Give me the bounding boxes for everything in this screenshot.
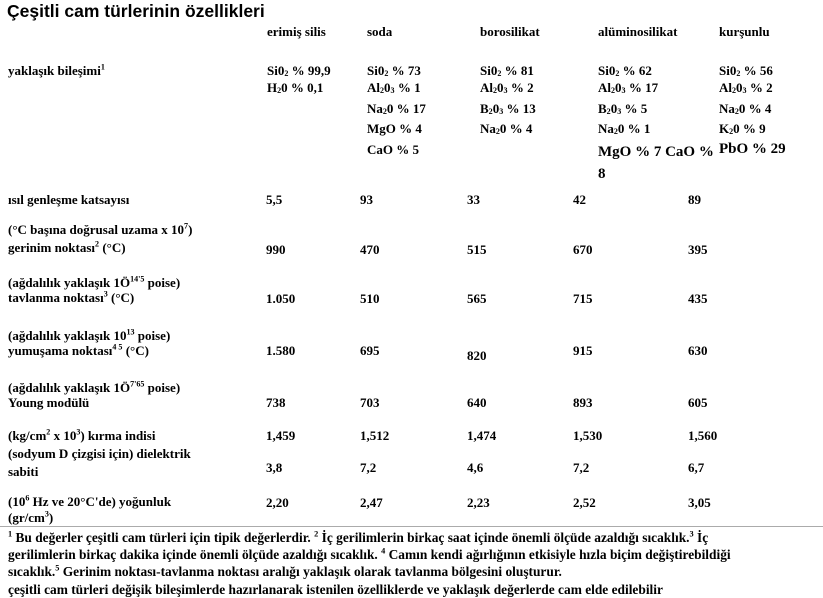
row-label-line: ($kg/cm^2$ x $10^3$) kırma indisi [8,427,156,443]
composition-line: $H_20$ % 0,1 [267,80,324,96]
composition-line: 8 [598,166,606,182]
row-label-composition: yaklaşık bileşimi$^1$ [8,62,105,78]
footnote-line: $^1$ Bu değerler çeşitli cam türleri için tipik değerlerdir. $^2$ İç gerilimlerin birkaç saat içinde önemli ölçüde azaldığı sıcaklık.$^3$ İç [8,529,709,545]
cell-value: 1,474 [467,428,497,443]
cell-value: 893 [573,395,593,410]
col-header-kursunlu: kurşunlu [719,24,770,39]
cell-value: 2,23 [467,495,490,510]
cell-value: 3,8 [266,460,283,475]
cell-value: 670 [573,242,593,257]
cell-value: 630 [688,343,708,358]
cell-value: 820 [467,348,487,363]
composition-line: MgO % 4 [367,121,422,136]
cell-value: 3,05 [688,495,711,510]
row-label-line: $(gr/cm^3)$ [8,509,54,525]
cell-value: 1,459 [266,428,296,443]
row-label-line: ($10^6$ Hz ve 20°C'de) yoğunluk [8,493,172,509]
cell-value: 990 [266,242,286,257]
composition-line: CaO % 5 [367,142,419,157]
cell-value: 42 [573,192,586,207]
row-label-line: (ağdalılık yaklaşık $1Ö^{14'5}$ poise) [8,274,181,290]
composition-line: $Si0_2$ % 73 [367,63,421,79]
composition-line: $Si0_2$ % 62 [598,63,652,79]
footnote-line: sıcaklık.$^5$ Gerinim noktası-tavlanma noktası aralığı yaklaşık olarak tavlanma bölgesini oluşturur. [8,563,562,579]
col-header-aluminosilikat: alüminosilikat [598,24,678,39]
cell-value: 435 [688,291,708,306]
cell-value: 2,47 [360,495,383,510]
row-label-line: sabiti [8,464,39,479]
composition-line: $B_20_3$ % 13 [480,101,536,117]
composition-line: PbO % 29 [719,141,786,157]
cell-value: 470 [360,242,380,257]
page-title: Çeşitli cam türlerinin özellikleri [7,1,265,21]
cell-value: 1,512 [360,428,390,443]
cell-value: 738 [266,395,286,410]
composition-line: $Al_20_3$ % 17 [598,80,659,96]
cell-value: 5,5 [266,192,283,207]
composition-line: MgO % 7 CaO % [598,144,714,160]
cell-value: 2,20 [266,495,289,510]
cell-value: 695 [360,343,380,358]
row-label-line: (°C başına doğrusal uzama x $10^7$) [8,221,193,237]
cell-value: 93 [360,192,373,207]
cell-value: 515 [467,242,487,257]
composition-line: $Al_20_3$ % 2 [480,80,534,96]
cell-value: 2,52 [573,495,596,510]
composition-line: $Si0_2$ % 56 [719,63,773,79]
composition-line: $Al_20_3$ % 1 [367,80,421,96]
col-header-soda: soda [367,24,393,39]
composition-line: $Al_20_3$ % 2 [719,80,773,96]
cell-value: 7,2 [573,460,590,475]
composition-line: $Si0_2$ % 99,9 [267,63,331,79]
cell-value: 4,6 [467,460,484,475]
row-label-line: gerinim noktası$^2$ (°C) [8,239,126,255]
composition-line: $K_20$ % 9 [719,121,766,137]
clipped-bottom-line: çeşitli cam türleri değişik bileşimlerde hazırlanarak istenilen özelliklerde ve yaklaşık değerlerde cam elde edilebilir [8,582,663,597]
cell-value: 7,2 [360,460,377,475]
row-label-line: (ağdalılık yaklaşık $10^{13}$ poise) [8,327,171,343]
cell-value: 640 [467,395,487,410]
separator-line [0,526,823,527]
row-label-line: Young modülü [8,395,90,410]
cell-value: 510 [360,291,380,306]
row-label-line: (sodyum D çizgisi için) dielektrik [8,446,191,461]
cell-value: 1,530 [573,428,603,443]
row-label-line: ısıl genleşme katsayısı [8,192,130,207]
composition-line: $Si0_2$ % 81 [480,63,534,79]
cell-value: 395 [688,242,708,257]
cell-value: 915 [573,343,593,358]
row-label-line: tavlanma noktası$^3$ (°C) [8,289,135,305]
col-header-erimis-silis: erimiş silis [267,24,326,39]
cell-value: 33 [467,192,480,207]
cell-value: 715 [573,291,593,306]
composition-line: $Na_20$ % 1 [598,121,651,137]
cell-value: 565 [467,291,487,306]
cell-value: 6,7 [688,460,705,475]
footnote-line: gerilimlerin birkaç dakika içinde önemli ölçüde azaldığı sıcaklık. $^4$ Camın kendi ağırlığının etkisiyle hızla biçim değiştirebildiği [8,546,731,562]
cell-value: 605 [688,395,708,410]
cell-value: 1.050 [266,291,296,306]
composition-line: $Na_20$ % 4 [719,101,772,117]
cell-value: 703 [360,395,380,410]
cell-value: 1,560 [688,428,718,443]
composition-line: $Na_20$ % 17 [367,101,426,117]
cell-value: 1.580 [266,343,296,358]
composition-line: $Na_20$ % 4 [480,121,533,137]
row-label-line: (ağdalılık yaklaşık $1Ö^{7'65}$ poise) [8,379,181,395]
col-header-borosilikat: borosilikat [480,24,540,39]
composition-line: $B_20_3$ % 5 [598,101,648,117]
cell-value: 89 [688,192,701,207]
row-label-line: yumuşama noktası$^{4 5}$ (°C) [8,342,149,358]
